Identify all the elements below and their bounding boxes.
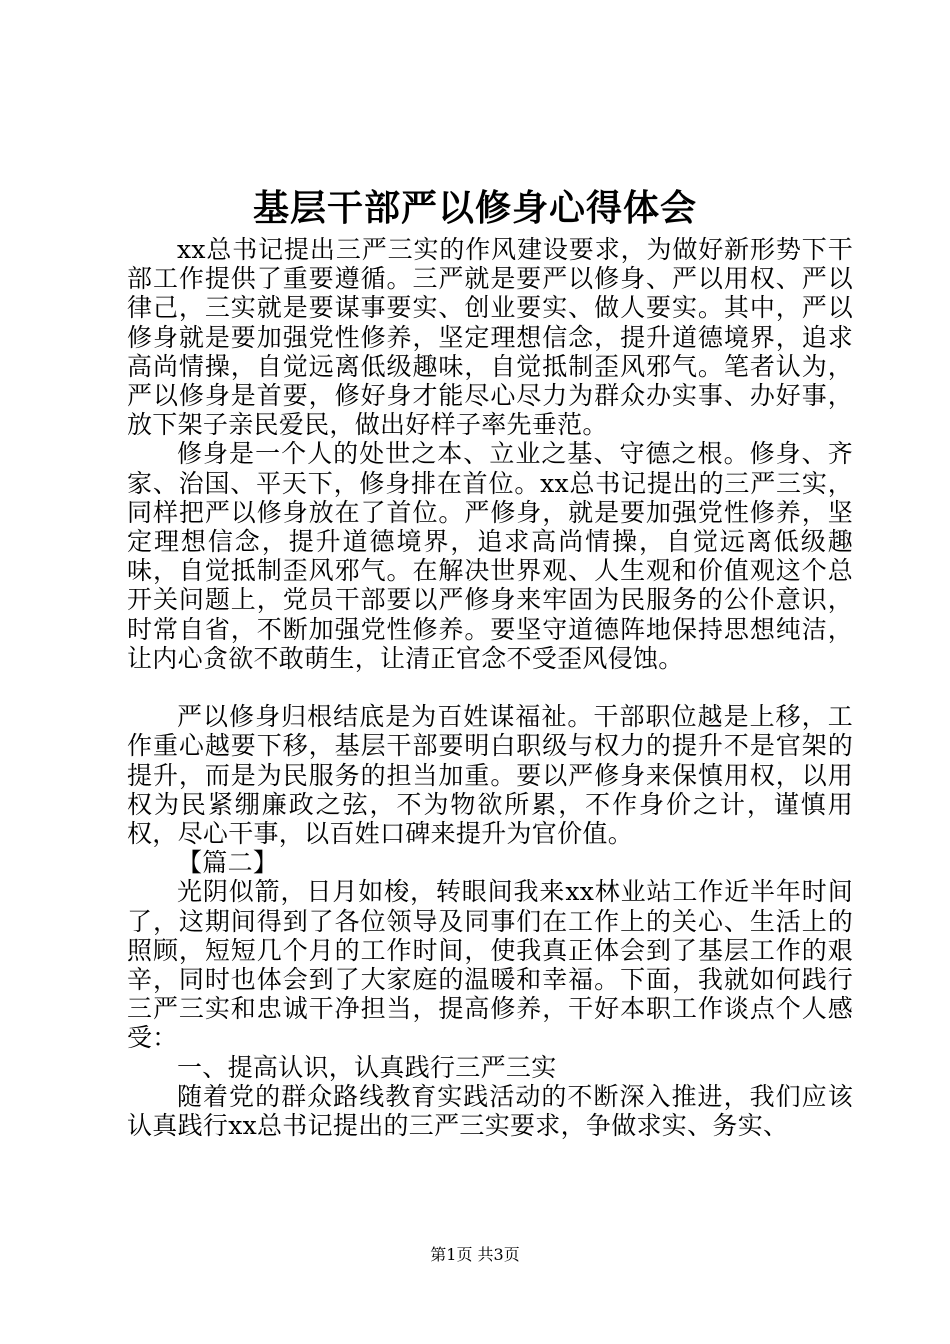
document-title: 基层干部严以修身心得体会 [252,187,697,229]
paragraph-spacer [127,673,853,702]
paragraph-3: 严以修身归根结底是为百姓谋福祉。干部职位越是上移，工作重心越要下移，基层干部要明白职级与权力的提升不是官架的提升，而是为民服务的担当加重。要以严修身来保慎用权，以用权为民紧绷廉政之弦，不为物欲所累，不作身价之计，谨慎用权，尽心干事，以百姓口碑来提升为官价值。 [127,702,853,849]
paragraph-5: 随着党的群众路线教育实践活动的不断深入推进，我们应该认真践行xx总书记提出的三严三实要求，争做求实、务实、 [127,1081,853,1141]
paragraph-1: xx总书记提出三严三实的作风建设要求，为做好新形势下干部工作提供了重要遵循。三严就是要严以修身、严以用权、严以律己，三实就是要谋事要实、创业要实、做人要实。其中，严以修身就是要加强党性修养，坚定理想信念，提升道德境界，追求高尚情操，自觉远离低级趣味，自觉抵制歪风邪气。笔者认为，严以修身是首要，修好身才能尽心尽力为群众办实事、办好事，放下架子亲民爱民，做出好样子率先垂范。 [127,235,853,440]
page-footer: 第1页 共3页 [430,1245,520,1264]
document-body [127,235,853,1140]
section-heading: 一、提高认识，认真践行三严三实 [177,1052,557,1082]
paragraph-4: 光阴似箭，日月如梭，转眼间我来xx林业站工作近半年时间了，这期间得到了各位领导及同事们在工作上的关心、生活上的照顾，短短几个月的工作时间，使我真正体会到了基层工作的艰辛，同时也体会到了大家庭的温暖和幸福。下面，我就如何践行三严三实和忠诚干净担当，提高修养，干好本职工作谈点个人感受： [127,877,853,1053]
paragraph-2: 修身是一个人的处世之本、立业之基、守德之根。修身、齐家、治国、平天下，修身排在首位。xx总书记提出的三严三实，同样把严以修身放在了首位。严修身，就是要加强党性修养，坚定理想信念，提升道德境界，追求高尚情操，自觉远离低级趣味，自觉抵制歪风邪气。在解决世界观、人生观和价值观这个总开关问题上，党员干部要以严修身来牢固为民服务的公仆意识，时常自省，不断加强党性修养。要坚守道德阵地保持思想纯洁，让内心贪欲不敢萌生，让清正官念不受歪风侵蚀。 [127,439,853,673]
section-marker: 【篇二】 [177,848,279,878]
